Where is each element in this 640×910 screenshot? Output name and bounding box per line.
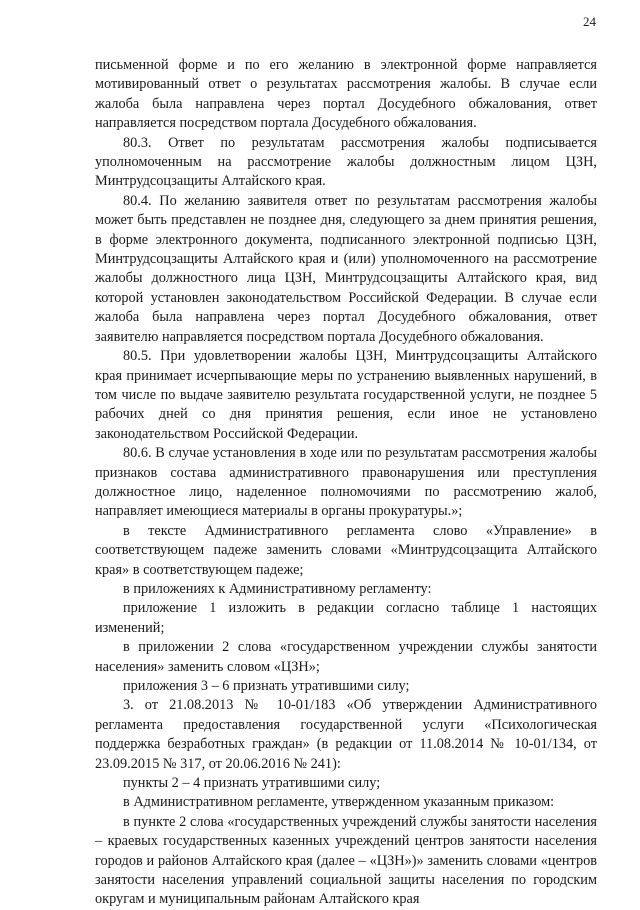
paragraph-point-2: в пункте 2 слова «государственных учреждений службы занятости населения – краевых государственных казенных учреждений центров занятости населения городов и районов Алтайского края (далее – «ЦЗН»)» заменить словами «центров занятости населения управлений социальной защиты населения по городским округам и муниципальным районам Алтайского края bbox=[95, 813, 597, 908]
paragraph-80-5: 80.5. При удовлетворении жалобы ЦЗН, Минтрудсоцзащиты Алтайского края принимает исчерпывающие меры по устранению выявленных нарушений, в том числе по выдаче заявителю результата государственной услуги, не позднее 5 рабочих дней со дня принятия решения, если иное не установлено законодательством Российской Федерации. bbox=[95, 348, 597, 442]
paragraph-appendix-2: в приложении 2 слова «государственном учреждении службы занятости населения» заменить словом «ЦЗН»; bbox=[95, 639, 597, 675]
paragraph-replace-upravlenie: в тексте Административного регламента слово «Управление» в соответствующем падеже заменить словами «Минтрудсоцзащита Алтайского края» в соответствующем падеже; bbox=[95, 522, 597, 578]
paragraph-appendices-3-6: приложения 3 – 6 признать утратившими силу; bbox=[123, 678, 410, 694]
paragraph-points-2-4: пункты 2 – 4 признать утратившими силу; bbox=[123, 775, 381, 792]
paragraph-80-4: 80.4. По желанию заявителя ответ по результатам рассмотрения жалобы может быть представлен не позднее дня, следующего за днем принятия решения, в форме электронного документа, подписанного электронной подписью ЦЗН, Минтрудсоцзащиты Алтайского края и (или) уполномоченного на рассмотрение жалобы должностного лица ЦЗН, Минтрудсоцзащиты Алтайского края, вид которой установлен законодательством Российской Федерации. В случае если жалоба была направлена через портал Досудебного обжалования, ответ заявителю направляется посредством портала Досудебного обжалования. bbox=[95, 192, 597, 345]
document-body bbox=[95, 56, 597, 910]
paragraph-appendix-1: приложение 1 изложить в редакции согласно таблице 1 настоящих изменений; bbox=[95, 600, 597, 636]
paragraph-regulation-intro: в Административном регламенте, утвержденном указанным приказом: bbox=[123, 794, 555, 811]
paragraph-appendices-intro: в приложениях к Административному регламенту: bbox=[123, 580, 432, 597]
page-number: 24 bbox=[583, 14, 596, 29]
paragraph-continuation: письменной форме и по его желанию в электронной форме направляется мотивированный ответ о результатах рассмотрения жалобы. В случае если жалоба была направлена через портал Досудебного обжалования, ответ направляется посредством портала Досудебного обжалования. bbox=[95, 57, 597, 132]
paragraph-80-6: 80.6. В случае установления в ходе или по результатам рассмотрения жалобы признаков состава административного правонарушения или преступления должностное лицо, наделенное полномочиями по рассмотрению жалоб, направляет имеющиеся материалы в органы прокуратуры.»; bbox=[95, 445, 597, 520]
paragraph-item-3: 3. от 21.08.2013 № 10-01/183 «Об утверждении Административного регламента предоставления государственной услуги «Психологическая поддержка безработных граждан» (в редакции от 11.08.2014 № 10-01/134, от 23.09.2015 № 317, от 20.06.2016 № 241): bbox=[95, 697, 597, 772]
paragraph-80-3: 80.3. Ответ по результатам рассмотрения жалобы подписывается уполномоченным на рассмотрение жалобы должностным лицом ЦЗН, Минтрудсоцзащиты Алтайского края. bbox=[95, 134, 597, 190]
